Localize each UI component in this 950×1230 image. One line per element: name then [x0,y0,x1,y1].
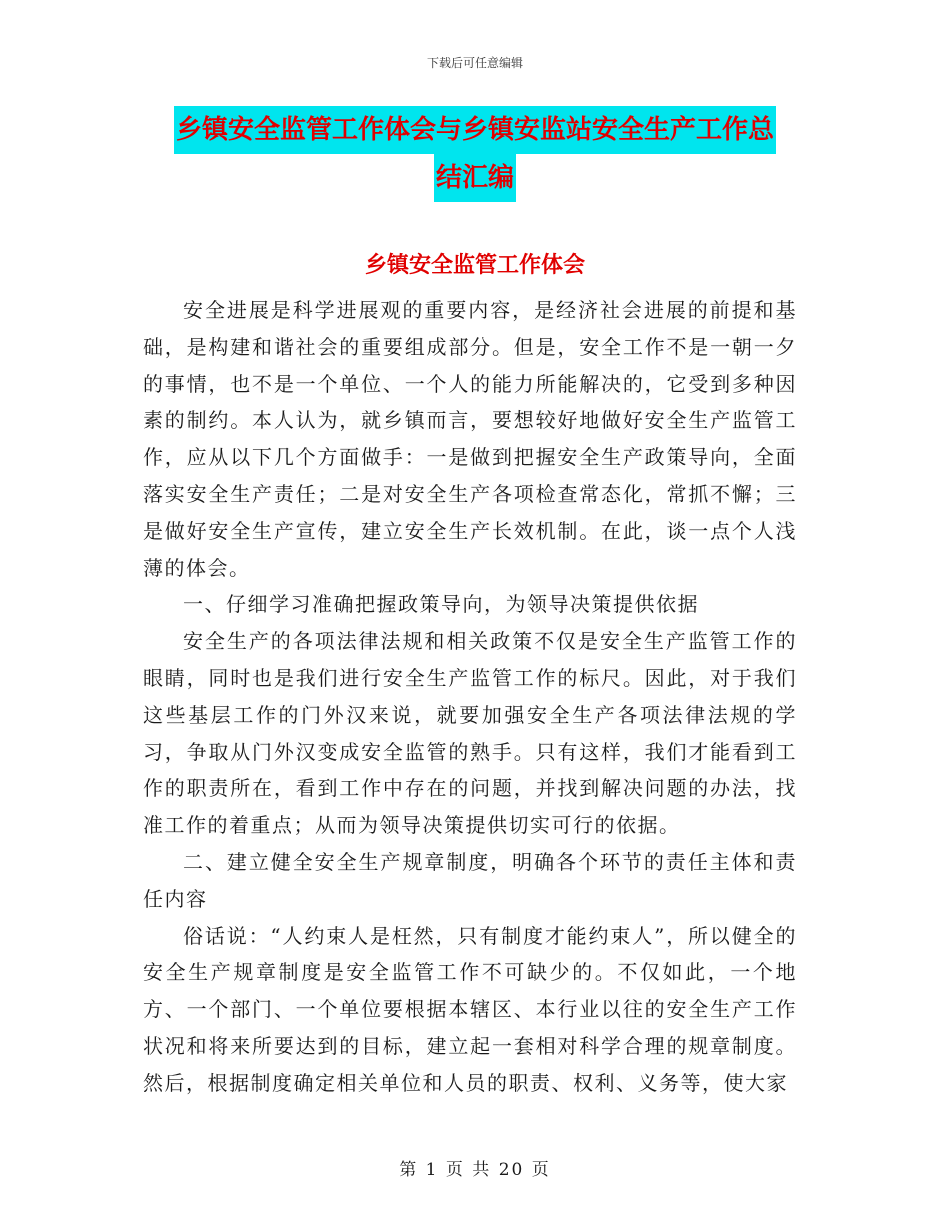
paragraph: 安全生产的各项法律法规和相关政策不仅是安全生产监管工作的眼睛，同时也是我们进行安全生产监管工作的标尺。因此，对于我们这些基层工作的门外汉来说，就要加强安全生产各项法律法规的学习，争取从门外汉变成安全监管的熟手。只有这样，我们才能看到工作的职责所在，看到工作中存在的问题，并找到解决问题的办法，找准工作的着重点；从而为领导决策提供切实可行的依据。 [143,629,797,838]
paragraph-heading: 二、建立健全安全生产规章制度，明确各个环节的责任主体和责任内容 [143,849,797,911]
document-title-line-2: 结汇编 [434,154,516,202]
paragraph-heading: 一、仔细学习准确把握政策导向，为领导决策提供依据 [183,592,699,617]
document-title-line-1: 乡镇安全监管工作体会与乡镇安监站安全生产工作总 [174,106,776,154]
document-body [143,292,797,1102]
header-note: 下载后可任意编辑 [426,56,523,70]
page-number-footer: 第 1 页 共 20 页 [399,1160,551,1180]
document-title [0,106,950,202]
paragraph: 安全进展是科学进展观的重要内容，是经济社会进展的前提和基础，是构建和谐社会的重要组成部分。但是，安全工作不是一朝一夕的事情，也不是一个单位、一个人的能力所能解决的，它受到多种因素的制约。本人认为，就乡镇而言，要想较好地做好安全生产监管工作，应从以下几个方面做手：一是做到把握安全生产政策导向，全面落实安全生产责任；二是对安全生产各项检查常态化，常抓不懈；三是做好安全生产宣传，建立安全生产长效机制。在此，谈一点个人浅薄的体会。 [143,298,797,580]
section-title: 乡镇安全监管工作体会 [364,253,585,278]
paragraph: 俗话说：“人约束人是枉然，只有制度才能约束人”，所以健全的安全生产规章制度是安全监管工作不可缺少的。不仅如此，一个地方、一个部门、一个单位要根据本辖区、本行业以往的安全生产工作状况和将来所要达到的目标，建立起一套相对科学合理的规章制度。然后，根据制度确定相关单位和人员的职责、权利、义务等，使大家 [143,923,797,1095]
